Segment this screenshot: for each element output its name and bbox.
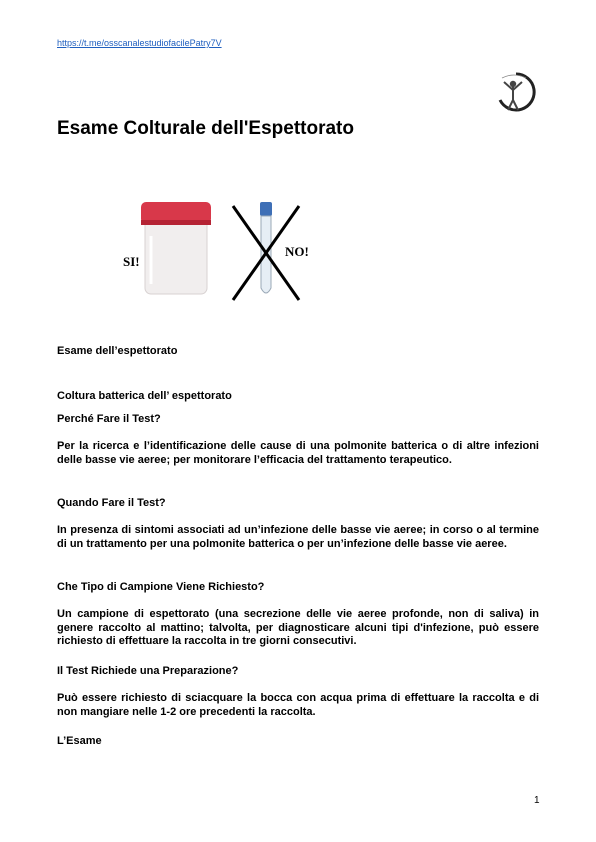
section-heading: Che Tipo di Campione Viene Richiesto? [57, 581, 265, 593]
section-body: Un campione di espettorato (una secrezione delle vie aeree profonde, non di saliva) in genere raccolto al mattino; talvolta, per diagnosticare alcuni tipi d'infezione, può essere richiesto di effettuare la raccolta in tre giorni consecutivi. [57, 608, 539, 647]
page-number: 1 [534, 795, 540, 806]
no-label: NO! [285, 244, 309, 259]
page-title: Esame Colturale dell'Espettorato [57, 118, 354, 139]
sample-container-illustration [115, 196, 335, 306]
specimen-cup-icon [141, 202, 211, 294]
section-heading: Il Test Richiede una Preparazione? [57, 665, 239, 677]
section-body: In presenza di sintomi associati ad un’infezione delle basse vie aeree; in corso o al termine di un trattamento per una polmonite batterica o per un’infezione delle basse vie aeree. [57, 524, 539, 550]
yes-label: SI! [123, 254, 140, 269]
section-label: Coltura batterica dell’ espettorato [57, 390, 232, 402]
subtitle: Esame dell’espettorato [57, 345, 178, 357]
section-heading: Perché Fare il Test? [57, 413, 161, 425]
section-heading: Quando Fare il Test? [57, 497, 166, 509]
telegram-link[interactable]: https://t.me/osscanalestudiofacilePatry7V [57, 38, 222, 48]
vitruvian-logo-icon [494, 70, 536, 114]
section-body: Può essere richiesto di sciacquare la bocca con acqua prima di effettuare la raccolta e di non mangiare nelle 1-2 ore precedenti la raccolta. [57, 692, 539, 718]
last-heading: L’Esame [57, 735, 102, 747]
section-body: Per la ricerca e l’identificazione delle cause di una polmonite batterica o di altre infezioni delle basse vie aeree; per monitorare l’efficacia del trattamento terapeutico. [57, 440, 539, 466]
